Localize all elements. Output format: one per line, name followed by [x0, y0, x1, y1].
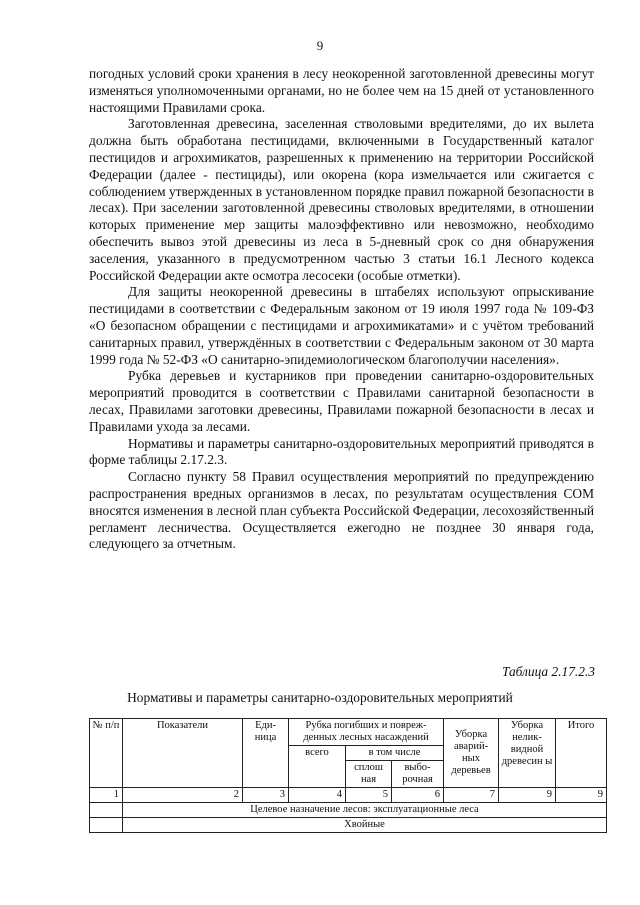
species-row: Хвойные: [123, 818, 607, 833]
column-number: 4: [289, 788, 346, 803]
column-number: 3: [243, 788, 289, 803]
column-number: 7: [444, 788, 499, 803]
header-total: Итого: [556, 719, 607, 788]
header-felling: Рубка погибших и повреж-денных лесных насаждений: [289, 719, 444, 746]
column-number: 9: [499, 788, 556, 803]
header-unliquid: Уборка нелик-видной древесин ы: [499, 719, 556, 788]
column-number: 5: [346, 788, 392, 803]
paragraph: Рубка деревьев и кустарников при проведении санитарно-оздоровительных мероприятий проводится в соответствии с Правилами санитарной безопасности в лесах, Правилами заготовки древесины, Правилами пожарной безопасности в лесах и Правилами ухода за лесами.: [89, 368, 594, 434]
header-total-sub: всего: [289, 746, 346, 788]
paragraph: Заготовленная древесина, заселенная стволовыми вредителями, до их вылета должна быть обработана пестицидами, включенными в Государственный каталог пестицидов и агрохимикатов, разрешенных к применению на территории Российской Федерации (далее - пестициды), или окорена (кора измельчается или сжигается с соблюдением утвержденных в установленном порядке правил пожарной безопасности в лесах). При заселении заготовленной древесины стволовых вредителями, в отношении которых применение мер защиты малоэффективно или невозможно, необходимо обеспечить вывоз этой древесины из леса в 5-дневный срок со дня обнаружения заселения, указанного в предусмотренном частью 3 статьи 16.1 Лесного кодекса Российской Федерации акте осмотра лесосеки (особые отметки).: [89, 116, 594, 283]
paragraph: Согласно пункту 58 Правил осуществления мероприятий по предупреждению распространения вредных организмов в лесах, по результатам осуществления СОМ вносятся изменения в лесной план субъекта Российской Федерации, лесохозяйственный регламент лесничества. Осуществляется ежегодно не позднее 30 января года, следующего за отчетным.: [89, 469, 594, 552]
column-numbers-row: [90, 788, 607, 803]
header-unit: Еди-ница: [243, 719, 289, 788]
paragraph: погодных условий сроки хранения в лесу неокоренной заготовленной древесины могут изменяться уполномоченными органами, но не более чем на 15 дней от установленного настоящими Правилами срока.: [89, 66, 594, 115]
norms-table: [89, 718, 607, 833]
header-clear-felling: сплош ная: [346, 761, 392, 788]
column-number: 1: [90, 788, 123, 803]
column-number: 9: [556, 788, 607, 803]
table-row: [90, 803, 607, 818]
header-including: в том числе: [346, 746, 444, 761]
table-title: Нормативы и параметры санитарно-оздоровительных мероприятий: [127, 690, 513, 705]
page-number: 9: [316, 38, 324, 53]
table-caption: Таблица 2.17.2.3: [501, 664, 595, 679]
body-text: [89, 66, 594, 553]
table-row: [90, 818, 607, 833]
paragraph: Для защиты неокоренной древесины в штабелях используют опрыскивание пестицидами в соответствии с Федеральным законом от 19 июля 1997 года № 109-ФЗ «О безопасном обращении с пестицидами и агрохимикатами» и с учётом требований санитарных правил, утверждённых в соответствии с Федеральным законом от 30 марта 1999 года № 52-ФЗ «О санитарно-эпидемиологическом благополучии населения».: [89, 284, 594, 367]
header-cleanup: Уборка аварий-ных деревьев: [444, 719, 499, 788]
header-selective-felling: выбо-рочная: [392, 761, 444, 788]
column-number: 2: [123, 788, 243, 803]
header-indicators: Показатели: [123, 719, 243, 788]
purpose-row: Целевое назначение лесов: эксплуатационные леса: [123, 803, 607, 818]
paragraph: Нормативы и параметры санитарно-оздоровительных мероприятий приводятся в форме таблицы 2.17.2.3.: [89, 435, 594, 468]
header-number: № п/п: [90, 719, 123, 788]
column-number: 6: [392, 788, 444, 803]
